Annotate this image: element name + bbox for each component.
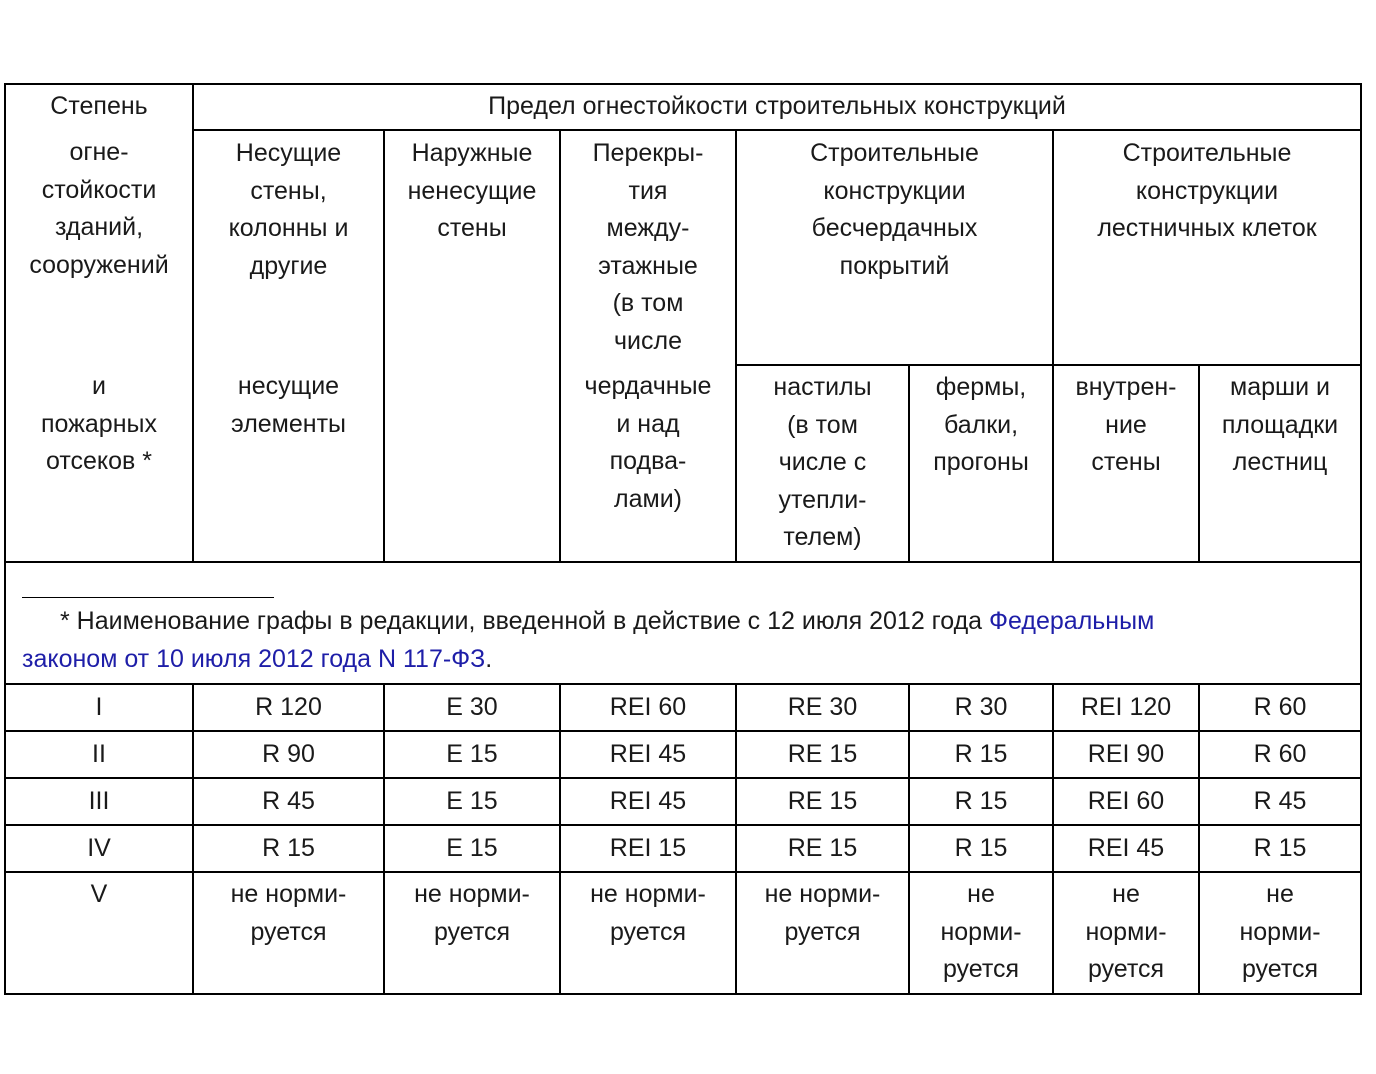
table-cell: R 120 — [255, 693, 322, 721]
footnote-text: * Наименование графы в редакции, введенной в действие с 12 июля 2012 года — [60, 607, 990, 635]
header-ext-walls: Наружные ненесущие стены — [407, 139, 537, 242]
table-cell: REI 45 — [1087, 834, 1165, 862]
table-cell: RE 15 — [787, 740, 858, 768]
header-degree-bot: и пожарных отсеков * — [41, 372, 157, 475]
table-cell: R 15 — [954, 787, 1008, 815]
table-cell: не норми- руется — [414, 880, 530, 946]
table-cell: не норми- руется — [1085, 880, 1167, 983]
table-cell: не норми- руется — [764, 880, 881, 946]
table-cell: R 60 — [1253, 740, 1307, 768]
table-cell: REI 60 — [609, 693, 687, 721]
table-border-right — [1360, 83, 1362, 995]
header-roof-decks: настилы (в том числе с утепли- телем) — [773, 373, 872, 551]
header-roof: Строительные конструкции бесчердачных покрытий — [810, 139, 979, 280]
header-floors-top: Перекры- тия между- этажные (в том числе — [592, 139, 704, 355]
footnote-line-1 — [60, 603, 1154, 641]
table-cell: REI 45 — [609, 740, 687, 768]
row-divider — [4, 561, 1362, 563]
header-floors-bot: чердачные и над подва- лами) — [584, 372, 712, 513]
footnote-tail: . — [485, 645, 493, 673]
table-cell: E 15 — [446, 834, 498, 862]
table-cell: REI 60 — [1087, 787, 1165, 815]
header-stairs-flights: марши и площадки лестниц — [1221, 373, 1339, 476]
table-cell: R 15 — [1253, 834, 1307, 862]
table-cell: RE 15 — [787, 834, 858, 862]
table-cell: E 30 — [446, 693, 498, 721]
table-cell: E 15 — [446, 740, 498, 768]
table-cell: не норми- руется — [590, 880, 706, 946]
footnote-law-link-cont[interactable]: законом от 10 июля 2012 года N 117-ФЗ — [22, 645, 486, 673]
table-cell-degree: I — [95, 693, 103, 721]
table-border-top — [4, 83, 1362, 85]
table-cell: не норми- руется — [230, 880, 347, 946]
table-cell-degree: IV — [87, 834, 111, 862]
table-cell-degree: V — [90, 880, 108, 908]
table-cell: R 90 — [262, 740, 315, 768]
footnote-law-link[interactable]: Федеральным — [989, 607, 1155, 635]
table-cell: R 45 — [1253, 787, 1307, 815]
table-cell: REI 90 — [1087, 740, 1165, 768]
table-cell: REI 45 — [609, 787, 687, 815]
table-cell: R 15 — [954, 834, 1008, 862]
table-cell: R 30 — [954, 693, 1008, 721]
header-stairs: Строительные конструкции лестничных клеток — [1097, 139, 1317, 242]
footnote-rule — [22, 597, 274, 598]
table-cell: R 15 — [954, 740, 1008, 768]
header-load-walls-bot: несущие элементы — [230, 372, 346, 438]
table-cell: R 60 — [1253, 693, 1307, 721]
header-roof-trusses: фермы, балки, прогоны — [933, 373, 1029, 476]
table-cell: REI 120 — [1080, 693, 1172, 721]
header-degree-top: Степень — [50, 92, 148, 120]
table-cell-degree: III — [88, 787, 110, 815]
table-border-bottom — [4, 993, 1362, 995]
header-stairs-inner: внутрен- ние стены — [1075, 373, 1177, 476]
table-cell: не норми- руется — [1239, 880, 1321, 983]
header-load-walls-top: Несущие стены, колонны и другие — [228, 139, 349, 280]
table-cell: E 15 — [446, 787, 498, 815]
row-divider — [192, 129, 1362, 131]
table-cell: R 15 — [262, 834, 315, 862]
table-cell-degree: II — [92, 740, 106, 768]
footnote-line-2 — [22, 641, 492, 679]
table-cell: RE 15 — [787, 787, 858, 815]
table-cell: REI 15 — [609, 834, 687, 862]
table-cell: RE 30 — [787, 693, 858, 721]
row-divider — [735, 364, 1362, 366]
table-cell: R 45 — [262, 787, 315, 815]
header-degree-mid: огне- стойкости зданий, сооружений — [29, 138, 169, 279]
table-cell: не норми- руется — [940, 880, 1022, 983]
header-limit-title: Предел огнестойкости строительных конструкций — [488, 92, 1066, 120]
